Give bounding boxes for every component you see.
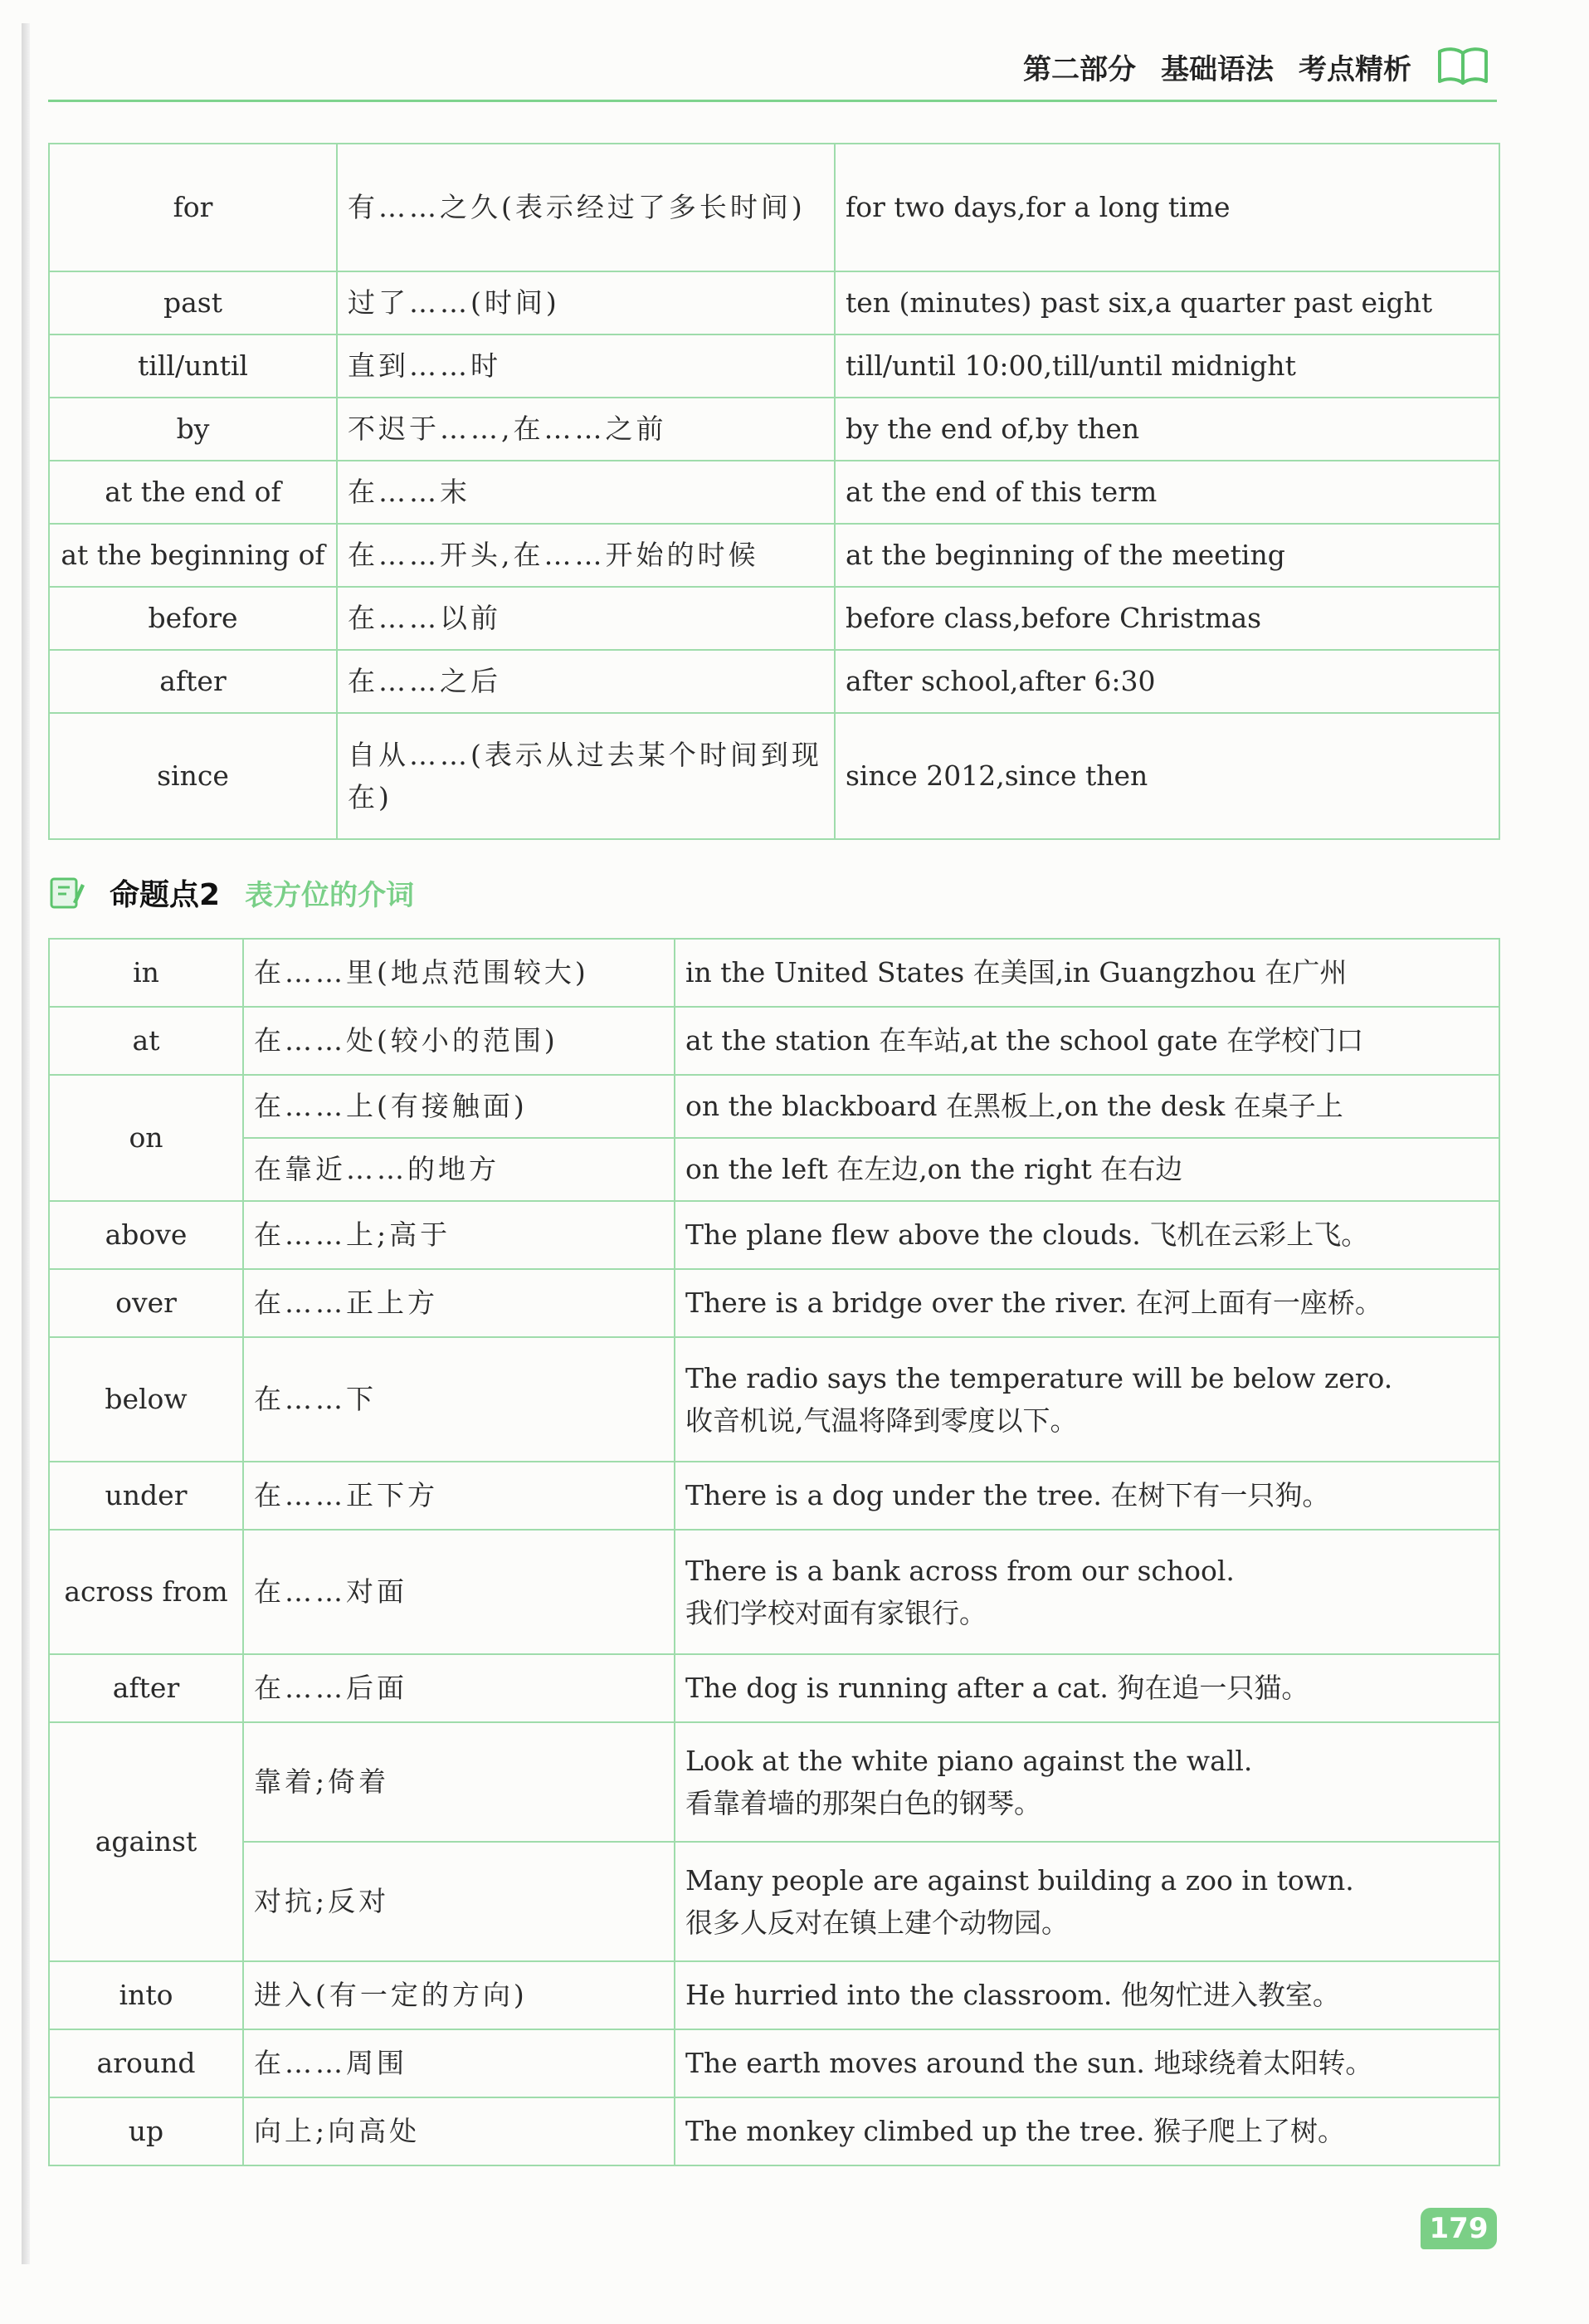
preposition-term: up: [49, 2097, 243, 2165]
header-topic: 基础语法: [1161, 52, 1274, 86]
table-row: [49, 1462, 1499, 1530]
table-row: [49, 939, 1499, 1007]
example-zh: 我们学校对面有家银行。: [685, 1597, 987, 1629]
book-spine-shadow: [22, 23, 30, 2264]
table-row: [49, 461, 1499, 524]
example-en: Many people are against building a zoo in town.: [685, 1863, 1354, 1897]
time-prepositions-table: [48, 143, 1500, 840]
example-en: There is a bank across from our school.: [685, 1554, 1235, 1587]
header-rule: [48, 100, 1497, 102]
example-en: The earth moves around the sun. 地球绕着太阳转。: [685, 2047, 1373, 2080]
example-en: on the left 在左边,on the right 在右边: [685, 1153, 1183, 1186]
table-row: [49, 713, 1499, 839]
example-zh: 收音机说,气温将降到零度以下。: [685, 1404, 1078, 1437]
preposition-term: before: [49, 587, 337, 650]
preposition-meaning: 直到……时: [337, 334, 835, 398]
preposition-example: [675, 1462, 1499, 1530]
example-en: at the station 在车站,at the school gate 在学校门口: [685, 1024, 1364, 1057]
header-subtopic: 考点精析: [1299, 52, 1411, 86]
example-zh: 看靠着墙的那架白色的钢琴。: [685, 1787, 1041, 1819]
preposition-term: in: [49, 939, 243, 1007]
example-en: He hurried into the classroom. 他匆忙进入教室。: [685, 1979, 1340, 2012]
example-en: There is a dog under the tree. 在树下有一只狗。: [685, 1479, 1330, 1512]
preposition-example: [675, 1201, 1499, 1269]
preposition-example: by the end of,by then: [835, 398, 1499, 461]
preposition-term: past: [49, 271, 337, 334]
preposition-term: into: [49, 1961, 243, 2029]
section-label: 命题点2: [110, 877, 221, 912]
preposition-example: ten (minutes) past six,a quarter past eight: [835, 271, 1499, 334]
preposition-example: [675, 1961, 1499, 2029]
preposition-meaning: 在……以前: [337, 587, 835, 650]
preposition-term: over: [49, 1269, 243, 1337]
preposition-term: for: [49, 144, 337, 271]
preposition-meaning: 有……之久(表示经过了多长时间): [337, 144, 835, 271]
preposition-meaning: 在……之后: [337, 650, 835, 713]
preposition-meaning: 在……下: [243, 1337, 675, 1462]
preposition-example: at the end of this term: [835, 461, 1499, 524]
table-row: [49, 1075, 1499, 1138]
preposition-example: [675, 1842, 1499, 1961]
preposition-meaning: 自从……(表示从过去某个时间到现在): [337, 713, 835, 839]
preposition-meaning: 对抗;反对: [243, 1842, 675, 1961]
example-en: The radio says the temperature will be below zero.: [685, 1361, 1393, 1394]
example-en: The dog is running after a cat. 狗在追一只猫。: [685, 1672, 1309, 1705]
preposition-example: [675, 2097, 1499, 2165]
table-row: [49, 1654, 1499, 1722]
preposition-term: on: [49, 1075, 243, 1201]
preposition-example: at the beginning of the meeting: [835, 524, 1499, 587]
table-row: [49, 1722, 1499, 1842]
preposition-example: since 2012,since then: [835, 713, 1499, 839]
example-zh: 很多人反对在镇上建个动物园。: [685, 1907, 1069, 1939]
section-title: 表方位的介词: [245, 878, 415, 912]
preposition-term: around: [49, 2029, 243, 2097]
preposition-meaning: 不迟于……,在……之前: [337, 398, 835, 461]
preposition-meaning: 在……周围: [243, 2029, 675, 2097]
preposition-term: after: [49, 1654, 243, 1722]
table-row: [49, 587, 1499, 650]
page-header: [1023, 33, 1489, 100]
preposition-example: [675, 1075, 1499, 1138]
preposition-meaning: 在……里(地点范围较大): [243, 939, 675, 1007]
preposition-meaning: 在……上;高于: [243, 1201, 675, 1269]
preposition-example: [675, 939, 1499, 1007]
preposition-term: since: [49, 713, 337, 839]
preposition-meaning: 进入(有一定的方向): [243, 1961, 675, 2029]
table-row: [49, 334, 1499, 398]
preposition-example: for two days,for a long time: [835, 144, 1499, 271]
preposition-term: at the beginning of: [49, 524, 337, 587]
preposition-example: [675, 1337, 1499, 1462]
preposition-meaning: 靠着;倚着: [243, 1722, 675, 1842]
table-row: [49, 1269, 1499, 1337]
preposition-meaning: 在……处(较小的范围): [243, 1007, 675, 1075]
preposition-example: [675, 2029, 1499, 2097]
preposition-meaning: 在……开头,在……开始的时候: [337, 524, 835, 587]
example-en: The plane flew above the clouds. 飞机在云彩上飞。: [685, 1218, 1369, 1252]
table-row: [49, 1842, 1499, 1961]
table-row: [49, 398, 1499, 461]
preposition-meaning: 在……上(有接触面): [243, 1075, 675, 1138]
preposition-meaning: 在……后面: [243, 1654, 675, 1722]
preposition-meaning: 在……末: [337, 461, 835, 524]
table-row: [49, 2029, 1499, 2097]
header-part: 第二部分: [1023, 52, 1136, 86]
table-row: [49, 2097, 1499, 2165]
table-row: [49, 524, 1499, 587]
preposition-meaning: 过了……(时间): [337, 271, 835, 334]
preposition-example: [675, 1138, 1499, 1201]
preposition-term: at the end of: [49, 461, 337, 524]
preposition-example: before class,before Christmas: [835, 587, 1499, 650]
preposition-term: by: [49, 398, 337, 461]
preposition-term: under: [49, 1462, 243, 1530]
table-row: [49, 1201, 1499, 1269]
preposition-term: after: [49, 650, 337, 713]
table-row: [49, 1337, 1499, 1462]
table-row: [49, 1007, 1499, 1075]
preposition-meaning: 在……正下方: [243, 1462, 675, 1530]
example-en: in the United States 在美国,in Guangzhou 在广州: [685, 956, 1348, 989]
table-row: [49, 1530, 1499, 1654]
open-book-icon: [1436, 46, 1489, 86]
example-en: on the blackboard 在黑板上,on the desk 在桌子上: [685, 1090, 1343, 1123]
preposition-example: [675, 1530, 1499, 1654]
preposition-term: below: [49, 1337, 243, 1462]
section-heading: [48, 863, 414, 921]
preposition-meaning: 在靠近……的地方: [243, 1138, 675, 1201]
table-row: [49, 144, 1499, 271]
preposition-term: across from: [49, 1530, 243, 1654]
pencil-note-icon: [48, 874, 85, 911]
preposition-example: after school,after 6:30: [835, 650, 1499, 713]
preposition-example: [675, 1722, 1499, 1842]
preposition-example: [675, 1654, 1499, 1722]
table-row: [49, 1138, 1499, 1201]
table-row: [49, 271, 1499, 334]
place-prepositions-table: [48, 938, 1500, 2166]
preposition-meaning: 向上;向高处: [243, 2097, 675, 2165]
page-number: 179: [1421, 2208, 1497, 2249]
example-en: There is a bridge over the river. 在河上面有一座桥。: [685, 1286, 1382, 1320]
preposition-meaning: 在……正上方: [243, 1269, 675, 1337]
table-row: [49, 1961, 1499, 2029]
preposition-term: above: [49, 1201, 243, 1269]
preposition-term: till/until: [49, 334, 337, 398]
example-en: Look at the white piano against the wall.: [685, 1744, 1253, 1777]
preposition-term: at: [49, 1007, 243, 1075]
preposition-example: [675, 1269, 1499, 1337]
example-en: The monkey climbed up the tree. 猴子爬上了树。: [685, 2115, 1345, 2148]
preposition-meaning: 在……对面: [243, 1530, 675, 1654]
preposition-example: till/until 10:00,till/until midnight: [835, 334, 1499, 398]
preposition-term: against: [49, 1722, 243, 1961]
preposition-example: [675, 1007, 1499, 1075]
table-row: [49, 650, 1499, 713]
